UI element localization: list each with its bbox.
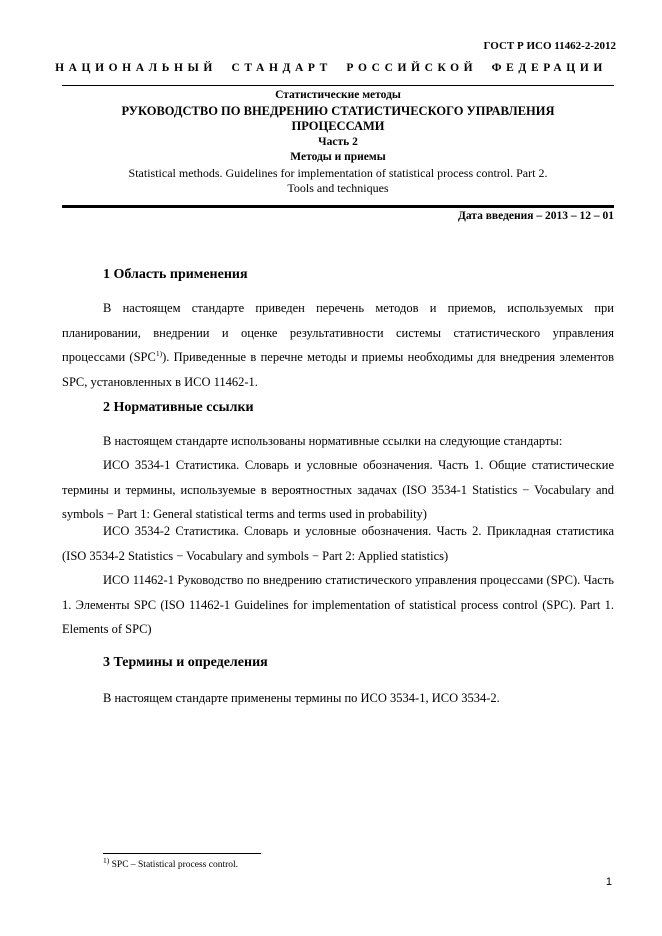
part-subtitle: Методы и приемы bbox=[290, 151, 386, 163]
section-3-paragraph: В настоящем стандарте применены термины по ИСО 3534-1, ИСО 3534-2. bbox=[103, 691, 500, 705]
footnote-reference[interactable]: 1) bbox=[155, 348, 163, 358]
footnote-text: SPC – Statistical process control. bbox=[109, 860, 239, 870]
footnote-separator bbox=[103, 853, 261, 854]
document-number: ГОСТ Р ИСО 11462-2-2012 bbox=[483, 40, 616, 52]
title-block bbox=[62, 88, 614, 197]
section-1-paragraph bbox=[62, 296, 614, 394]
section-1-text-part-2: ). Приведенные в перечне методы и приемы необходимы для внедрения элементов SPC, установленных в ИСО 11462-1. bbox=[62, 350, 614, 389]
normative-reference-iso-3534-2: ИСО 3534-2 Статистика. Словарь и условные обозначения. Часть 2. Прикладная статистика (ISO 3534-2 Statistics − Vocabulary and symbols − Part 2: Applied statistics) bbox=[62, 524, 614, 563]
main-title-line-2: ПРОЦЕССАМИ bbox=[291, 119, 385, 133]
title-top-rule bbox=[62, 85, 614, 86]
normative-reference-iso-3534-1: ИСО 3534-1 Статистика. Словарь и условные обозначения. Часть 1. Общие статистические термины и термины, используемые в вероятностных задачах (ISO 3534-1 Statistics − Vocabulary and symbols − Part 1: General statistical terms and terms used in probability) bbox=[62, 458, 614, 521]
english-title-line-1: Statistical methods. Guidelines for implementation of statistical process control. Part 2. bbox=[128, 165, 548, 180]
section-3-heading: 3 Термины и определения bbox=[103, 655, 268, 670]
footnote bbox=[103, 855, 239, 870]
section-1-text-part-1: В настоящем стандарте приведен перечень методов и приемов, используемых при планировании, внедрении и оценке результативности системы статистического управления процессами (SPC bbox=[62, 301, 614, 364]
main-title-line-1: РУКОВОДСТВО ПО ВНЕДРЕНИЮ СТАТИСТИЧЕСКОГО УПРАВЛЕНИЯ bbox=[121, 103, 555, 118]
english-title-line-2: Tools and techniques bbox=[287, 181, 389, 195]
introduction-date: Дата введения – 2013 – 12 – 01 bbox=[457, 210, 614, 222]
section-1-heading: 1 Область применения bbox=[103, 267, 248, 282]
title-bottom-rule bbox=[62, 205, 614, 208]
footnote-marker: 1) bbox=[103, 855, 110, 865]
section-2-intro: В настоящем стандарте использованы нормативные ссылки на следующие стандарты: bbox=[103, 434, 563, 448]
part-label: Часть 2 bbox=[318, 135, 358, 148]
page-number: 1 bbox=[605, 876, 612, 888]
section-2-heading: 2 Нормативные ссылки bbox=[103, 400, 254, 415]
normative-reference-iso-11462-1: ИСО 11462-1 Руководство по внедрению статистического управления процессами (SPC). Часть 1. Элементы SPC (ISO 11462-1 Guidelines for implementation of statistical process control (SPC). Part 1. Elements of SPC) bbox=[62, 573, 614, 636]
standard-category: Статистические методы bbox=[275, 89, 401, 101]
national-standard-title: НАЦИОНАЛЬНЫЙ СТАНДАРТ РОССИЙСКОЙ ФЕДЕРАЦИИ bbox=[55, 62, 607, 74]
